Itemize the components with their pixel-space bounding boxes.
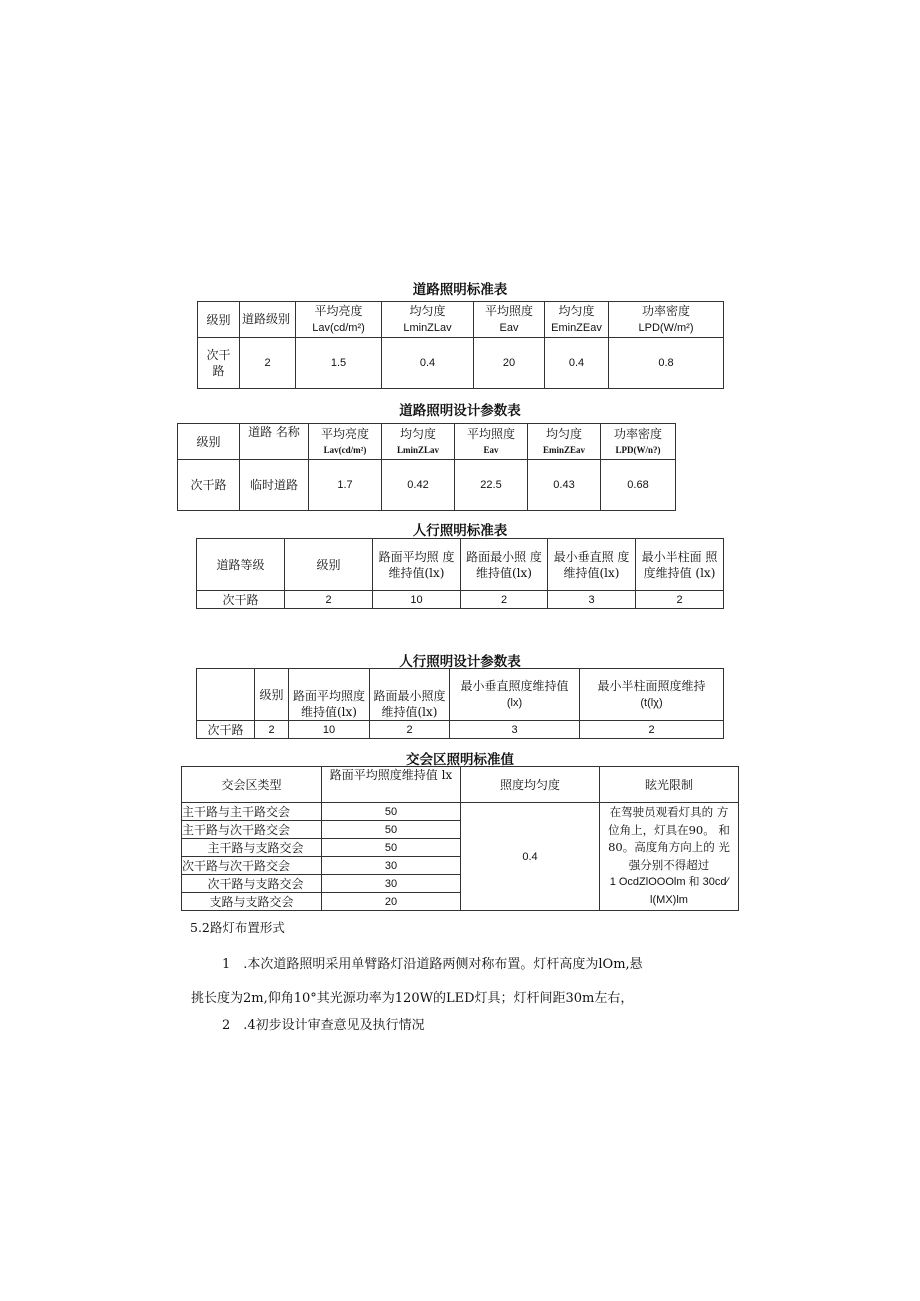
table-row: 次干路与次干路交会 30	[182, 857, 739, 875]
road-lighting-design-table	[177, 423, 676, 511]
table-header-row: 道路等级 级别 路面平均照 度维持值(lx) 路面最小照 度维持值(lx) 最小垂直照 度维持值(lx) 最小半柱面 照度维持值 (lx)	[197, 539, 724, 591]
table-row: 支路与支路交会 20	[182, 893, 739, 911]
table-row: 主干路与主干路交会 50 0.4 在驾驶员观看灯具的 方 位角上，灯具在90。 和 80。高度角方向上的 光 强分别不得超过 1 OcdZlOOOlm 和 30cd∕ l(MX)lm	[182, 803, 739, 821]
road-lighting-standard-table	[197, 301, 724, 389]
table-header-row: 级别 道路 名称 平均亮度 Lav(cd/m²) 均匀度 LminZLav 平均照度 Eav 均匀度 EminZEav 功率密度 LPD(W/n?)	[178, 424, 676, 460]
paragraph-3: 2 .4初步设计审查意见及执行情况	[222, 1018, 425, 1033]
table-row: 次干路 2 10 2 3 2	[197, 721, 724, 739]
paragraph-1: 1 .本次道路照明采用单臂路灯沿道路两侧对称布置。灯杆高度为lOm,悬	[222, 957, 643, 972]
pedestrian-lighting-standard-table	[196, 538, 724, 609]
table-row: 次干路 2 1.5 0.4 20 0.4 0.8	[198, 338, 724, 389]
table-row: 主干路与次干路交会 50	[182, 821, 739, 839]
intersection-lighting-standard-table	[181, 766, 739, 911]
table-header-row: 级别 路面平均照度 维持值(lx) 路面最小照度 维持值(lx) 最小垂直照度维持值 (lx) 最小半柱面照度维持 (t(lχ)	[197, 669, 724, 721]
pedestrian-lighting-design-table	[196, 668, 724, 739]
table-row: 次干路 2 10 2 3 2	[197, 591, 724, 609]
paragraph-2: 挑长度为2m,仰角10°其光源功率为120W的LED灯具；灯杆间距30m左右，	[191, 991, 634, 1006]
table3-title: 人行照明标准表	[412, 523, 508, 539]
uniformity-cell: 0.4	[461, 803, 600, 911]
table-row: 主干路与支路交会 50	[182, 839, 739, 857]
glare-limit-cell: 在驾驶员观看灯具的 方 位角上，灯具在90。 和 80。高度角方向上的 光 强分别不得超过 1 OcdZlOOOlm 和 30cd∕ l(MX)lm	[600, 803, 739, 911]
table-header-row: 交会区类型 路面平均照度维持值 lx 照度均匀度 眩光限制	[182, 767, 739, 803]
table-header-row: 级别 道路级别 平均亮度 Lav(cd/m²) 均匀度 LminZLav 平均照度 Eav 均匀度 EminZEav 功率密度 LPD(W/m²)	[198, 302, 724, 338]
table4-title: 人行照明设计参数表	[399, 654, 521, 670]
table2-title: 道路照明设计参数表	[399, 403, 521, 419]
table-row: 次干路 临时道路 1.7 0.42 22.5 0.43 0.68	[178, 460, 676, 511]
table1-title: 道路照明标准表	[412, 282, 508, 298]
section-heading: 5.2路灯布置形式	[190, 920, 285, 935]
table-row: 次干路与支路交会 30	[182, 875, 739, 893]
table5-title: 交会区照明标准值	[406, 752, 514, 768]
